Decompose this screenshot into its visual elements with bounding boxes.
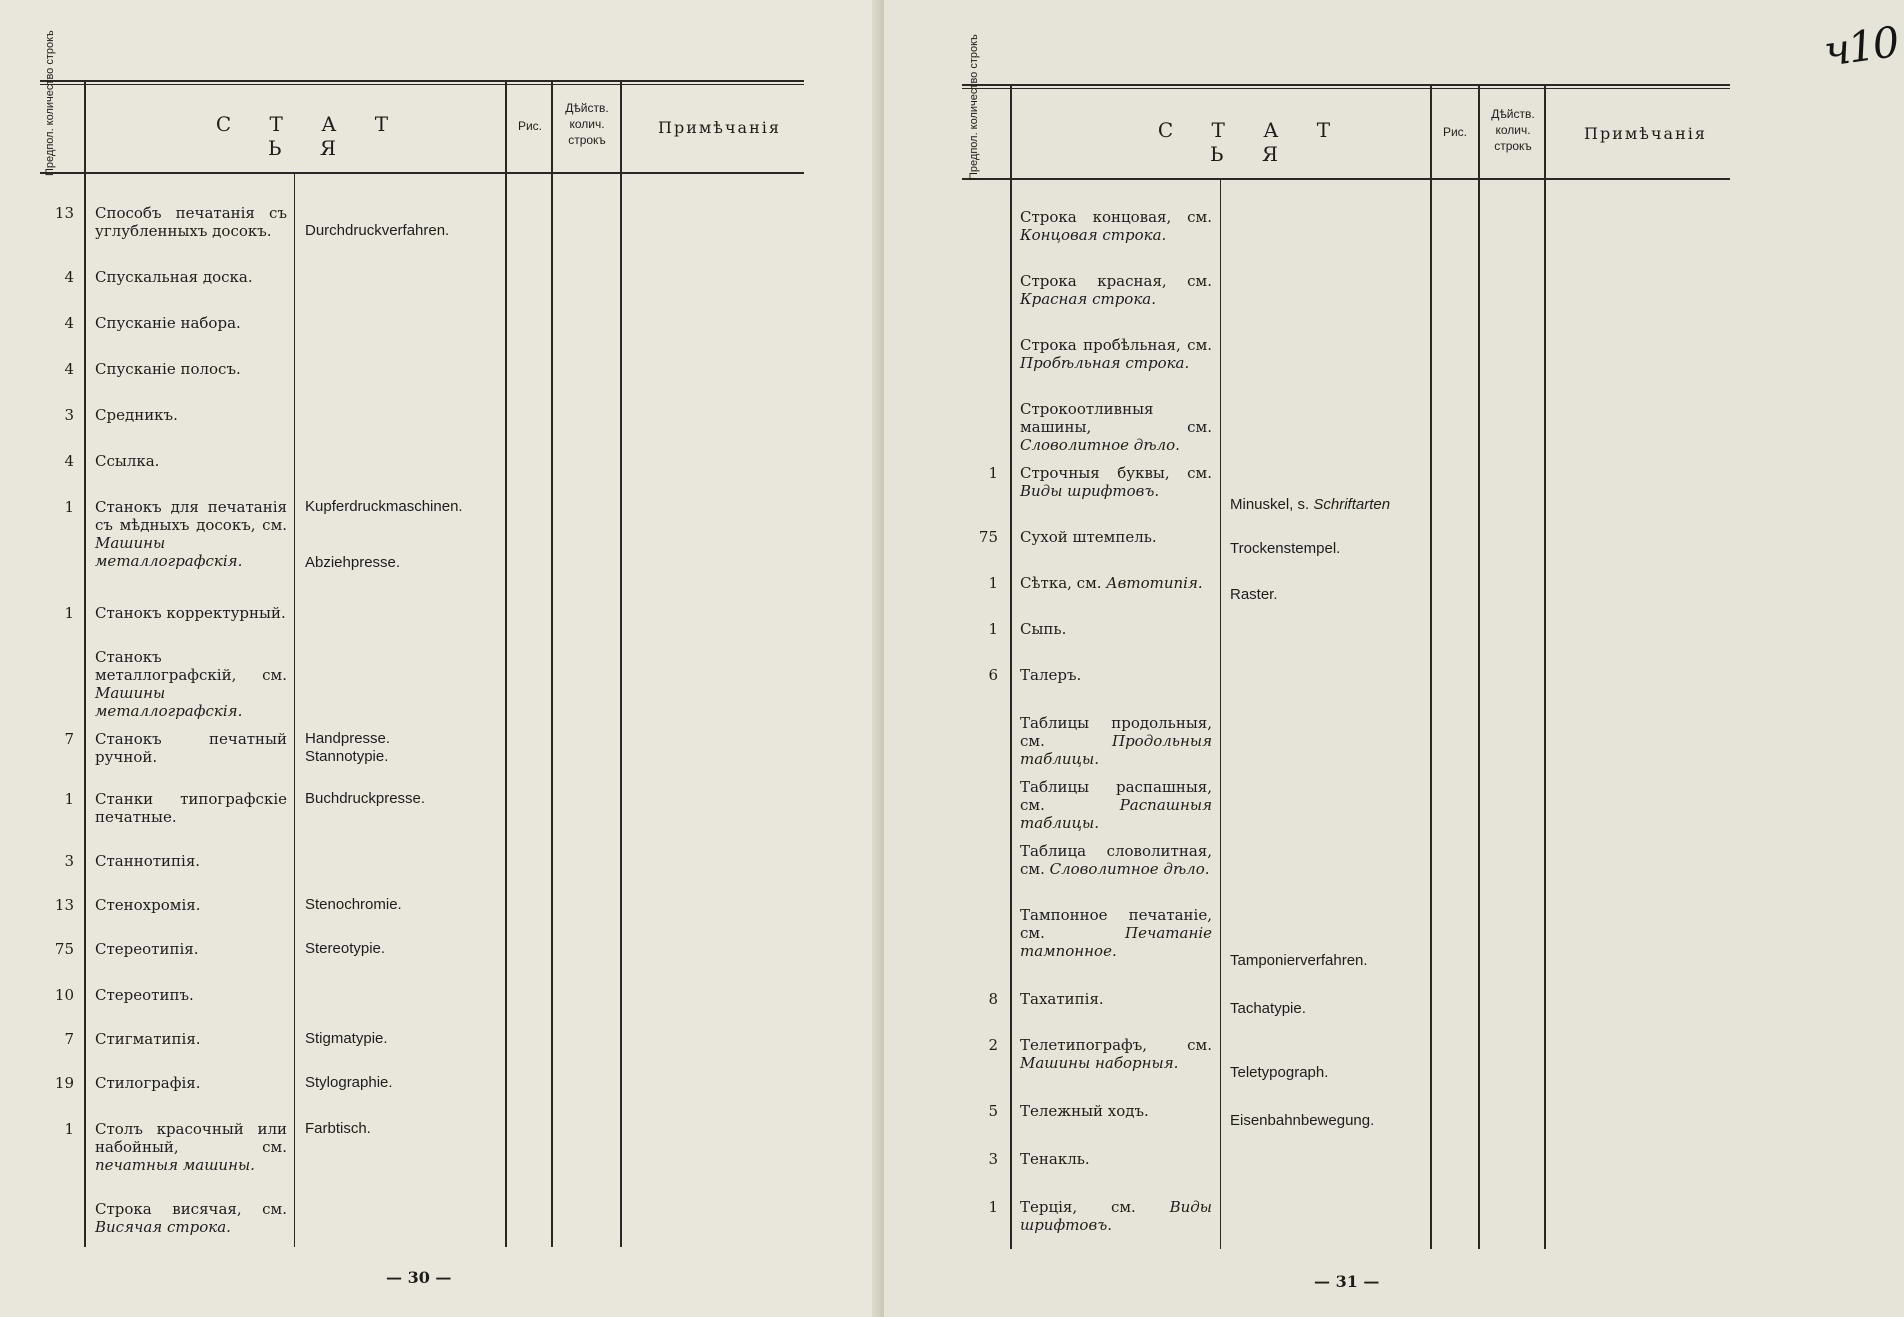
german-text: Raster. (1230, 586, 1278, 603)
article-text: Строка висячая, см. (95, 1200, 287, 1218)
row-article (95, 986, 287, 1004)
qty-column-header: Предпол. количество строкъ (968, 34, 980, 180)
article-text: Терція, см. (1020, 1198, 1136, 1216)
article-text: Таблицы распашныя, см. (1020, 778, 1212, 814)
col-rule-pic (505, 82, 507, 1247)
article-text: Строчныя буквы, см. (1020, 464, 1212, 482)
article-text: Станки типографскіе печатные. (95, 790, 287, 826)
article-reference: Красная строка. (1020, 290, 1157, 308)
row-german-term (305, 1074, 393, 1091)
row-quantity: 4 (64, 452, 74, 470)
row-article (1020, 666, 1212, 684)
row-quantity: 1 (988, 464, 998, 482)
row-quantity: 4 (64, 360, 74, 378)
row-article (1020, 714, 1212, 768)
row-article (95, 314, 287, 332)
article-text: Стилографія. (95, 1074, 201, 1092)
row-german-term (1230, 952, 1368, 969)
top-rule-thin (962, 88, 1730, 89)
german-text: Stenochromie. (305, 896, 402, 913)
col-rule-article-split (1220, 178, 1221, 1249)
article-text: Станокъ корректурный. (95, 604, 286, 622)
row-quantity: 75 (978, 528, 998, 546)
header-bottom-rule (962, 178, 1730, 180)
handwritten-mark: ч10 (1820, 17, 1901, 76)
article-text: Станнотипія. (95, 852, 201, 870)
row-article (95, 1074, 287, 1092)
article-text: Тележный ходъ. (1020, 1102, 1149, 1120)
row-quantity: 75 (54, 940, 74, 958)
article-text: Сѣтка, см. (1020, 574, 1102, 592)
german-text: Kupferdruckmaschinen. (305, 498, 463, 515)
row-german-term (305, 896, 402, 913)
notes-column-header: Примѣчанія (1584, 124, 1707, 143)
article-text: Спусканіе набора. (95, 314, 241, 332)
row-quantity: 7 (64, 730, 74, 748)
row-quantity: 1 (64, 790, 74, 808)
german-text: Eisenbahnbewegung. (1230, 1112, 1375, 1129)
german-text: Tamponierverfahren. (1230, 952, 1368, 969)
row-german-term (305, 222, 449, 239)
row-german-term (1230, 1064, 1328, 1081)
article-reference: Концовая строка. (1020, 226, 1167, 244)
row-german-term (1230, 540, 1340, 557)
qty-column-header: Предпол. количество строкъ (44, 30, 56, 176)
row-article (1020, 906, 1212, 960)
col-rule-qty (84, 82, 86, 1247)
article-reference: печатныя машины. (95, 1156, 255, 1174)
article-text: Сухой штемпель. (1020, 528, 1157, 546)
german-text: Stannotypie. (305, 748, 389, 765)
row-article (1020, 464, 1212, 500)
notes-column-header: Примѣчанія (658, 118, 781, 137)
article-text: Строка красная, см. (1020, 272, 1212, 290)
row-quantity: 1 (64, 1120, 74, 1138)
article-text: Тахатипія. (1020, 990, 1104, 1008)
top-rule (40, 80, 804, 82)
article-text: Спусканіе полосъ. (95, 360, 241, 378)
article-text: Стереотипъ. (95, 986, 194, 1004)
col-rule-notes (620, 82, 622, 1247)
row-article (1020, 842, 1212, 878)
row-quantity: 5 (988, 1102, 998, 1120)
actual-column-header: Дѣйств. колич. строкъ (565, 101, 609, 147)
article-reference: Печатаніе тампонное. (1020, 924, 1212, 960)
row-german-term (1230, 586, 1278, 603)
row-article (95, 1200, 287, 1236)
row-quantity: 4 (64, 314, 74, 332)
german-text: Minuskel, s. (1230, 496, 1310, 513)
row-article (95, 730, 287, 766)
row-quantity: 4 (64, 268, 74, 286)
row-article (95, 1030, 287, 1048)
row-article (95, 1120, 287, 1174)
row-article (95, 790, 287, 826)
row-article (1020, 990, 1212, 1008)
row-quantity: 3 (64, 852, 74, 870)
header-bottom-rule (40, 172, 804, 174)
article-text: Тенакль. (1020, 1150, 1090, 1168)
page-number: — 31 — (1314, 1272, 1380, 1291)
row-article (1020, 574, 1212, 592)
row-german-term (305, 748, 388, 765)
article-text: Станокъ металлографскій, см. (95, 648, 287, 684)
row-article (1020, 1150, 1212, 1168)
row-german-term (305, 554, 400, 571)
row-quantity: 13 (54, 204, 74, 222)
page-number: — 30 — (386, 1268, 452, 1287)
article-column-header: С Т А Т Ь Я (1157, 118, 1347, 166)
row-article (95, 852, 287, 870)
row-quantity: 1 (64, 604, 74, 622)
article-reference: Автотипія. (1106, 574, 1203, 592)
german-text: Stylographie. (305, 1074, 393, 1091)
article-reference: Машины металлографскія. (95, 684, 243, 720)
article-text: Строка концовая, см. (1020, 208, 1212, 226)
german-text: Trockenstempel. (1230, 540, 1341, 557)
row-article (95, 896, 287, 914)
article-reference: Распашныя таблицы. (1020, 796, 1212, 832)
german-text: Abziehpresse. (305, 554, 401, 571)
row-quantity: 8 (988, 990, 998, 1008)
article-reference: Пробѣльная строка. (1020, 354, 1190, 372)
row-article (1020, 272, 1212, 308)
row-article (1020, 336, 1212, 372)
german-text: Teletypograph. (1230, 1064, 1329, 1081)
row-article (1020, 778, 1212, 832)
col-rule-qty (1010, 86, 1012, 1249)
actual-column-header: Дѣйств. колич. строкъ (1491, 107, 1535, 153)
article-reference: Виды шрифтовъ. (1020, 482, 1160, 500)
col-rule-actual (1478, 86, 1480, 1249)
row-quantity: 3 (988, 1150, 998, 1168)
german-text: Stereotypie. (305, 940, 386, 957)
row-german-term (305, 730, 390, 747)
row-article (1020, 400, 1212, 454)
article-text: Талеръ. (1020, 666, 1082, 684)
row-quantity: 1 (988, 620, 998, 638)
german-text: Stigmatypie. (305, 1030, 388, 1047)
german-text: Farbtisch. (305, 1120, 371, 1137)
german-text: Handpresse. (305, 730, 391, 747)
article-text: Тампонное печатаніе, см. (1020, 906, 1212, 942)
article-text: Стереотипія. (95, 940, 199, 958)
article-text: Станокъ для печатанія съ мѣдныхъ досокъ, см. (95, 498, 287, 534)
article-text: Таблицы продольныя, см. (1020, 714, 1212, 750)
row-article (95, 498, 287, 570)
row-article (95, 204, 287, 240)
col-rule-actual (551, 82, 553, 1247)
article-reference: Словолитное дѣло. (1049, 860, 1210, 878)
row-german-term (305, 498, 463, 515)
german-text: Tachatypie. (1230, 1000, 1306, 1017)
article-text: Спускальная доска. (95, 268, 253, 286)
article-column-header: С Т А Т Ь Я (215, 112, 405, 160)
row-article (95, 360, 287, 378)
row-article (1020, 1102, 1212, 1120)
row-article (1020, 528, 1212, 546)
article-text: Стигматипія. (95, 1030, 201, 1048)
article-reference: Висячая строка. (95, 1218, 231, 1236)
row-article (95, 940, 287, 958)
article-reference: Виды шрифтовъ. (1020, 1198, 1212, 1234)
row-german-term (1230, 496, 1390, 513)
row-german-term (305, 1030, 388, 1047)
article-text: Стенохромія. (95, 896, 201, 914)
article-text: Способъ печатанія съ углубленныхъ досокъ. (95, 204, 287, 240)
article-text: Ссылка. (95, 452, 160, 470)
german-text: Durchdruckverfahren. (305, 222, 450, 239)
article-text: Станокъ печатный ручной. (95, 730, 287, 766)
row-german-term (305, 940, 385, 957)
article-text: Телетипографъ, см. (1020, 1036, 1212, 1054)
article-text: Строка пробѣльная, см. (1020, 336, 1212, 354)
right-page (884, 0, 1904, 1317)
row-german-term (305, 1120, 371, 1137)
col-rule-pic (1430, 86, 1432, 1249)
top-rule (962, 84, 1730, 86)
row-quantity: 1 (988, 574, 998, 592)
article-text: Таблица словолитная, см. (1020, 842, 1212, 878)
row-quantity: 19 (54, 1074, 74, 1092)
row-article (1020, 1036, 1212, 1072)
article-reference: Машины наборныя. (1020, 1054, 1179, 1072)
pic-column-header: Рис. (517, 119, 543, 133)
pic-column-header: Рис. (1442, 125, 1468, 139)
article-reference: Продольныя таблицы. (1020, 732, 1212, 768)
row-german-term (1230, 1112, 1374, 1129)
col-rule-notes (1544, 86, 1546, 1249)
top-rule-thin (40, 84, 804, 85)
row-german-term (305, 790, 425, 807)
german-reference: Schriftarten (1313, 496, 1391, 513)
row-article (95, 268, 287, 286)
row-german-term (1230, 1000, 1306, 1017)
row-quantity: 1 (64, 498, 74, 516)
article-text: Сыпь. (1020, 620, 1067, 638)
col-rule-article-split (294, 172, 295, 1247)
row-quantity: 10 (54, 986, 74, 1004)
article-reference: Словолитное дѣло. (1020, 436, 1180, 454)
article-reference: Машины металлографскія. (95, 534, 243, 570)
article-text: Столъ красочный или набойный, см. (95, 1120, 287, 1156)
german-text: Buchdruckpresse. (305, 790, 426, 807)
row-quantity: 1 (988, 1198, 998, 1216)
row-article (1020, 208, 1212, 244)
row-quantity: 6 (988, 666, 998, 684)
row-quantity: 7 (64, 1030, 74, 1048)
row-quantity: 13 (54, 896, 74, 914)
article-text: Средникъ. (95, 406, 178, 424)
left-page (0, 0, 884, 1317)
row-article (1020, 620, 1212, 638)
row-quantity: 3 (64, 406, 74, 424)
row-article (1020, 1198, 1212, 1234)
row-article (95, 406, 287, 424)
row-article (95, 604, 287, 622)
row-quantity: 2 (988, 1036, 998, 1054)
article-text: Строкоотливныя машины, см. (1020, 400, 1212, 436)
row-article (95, 648, 287, 720)
row-article (95, 452, 287, 470)
